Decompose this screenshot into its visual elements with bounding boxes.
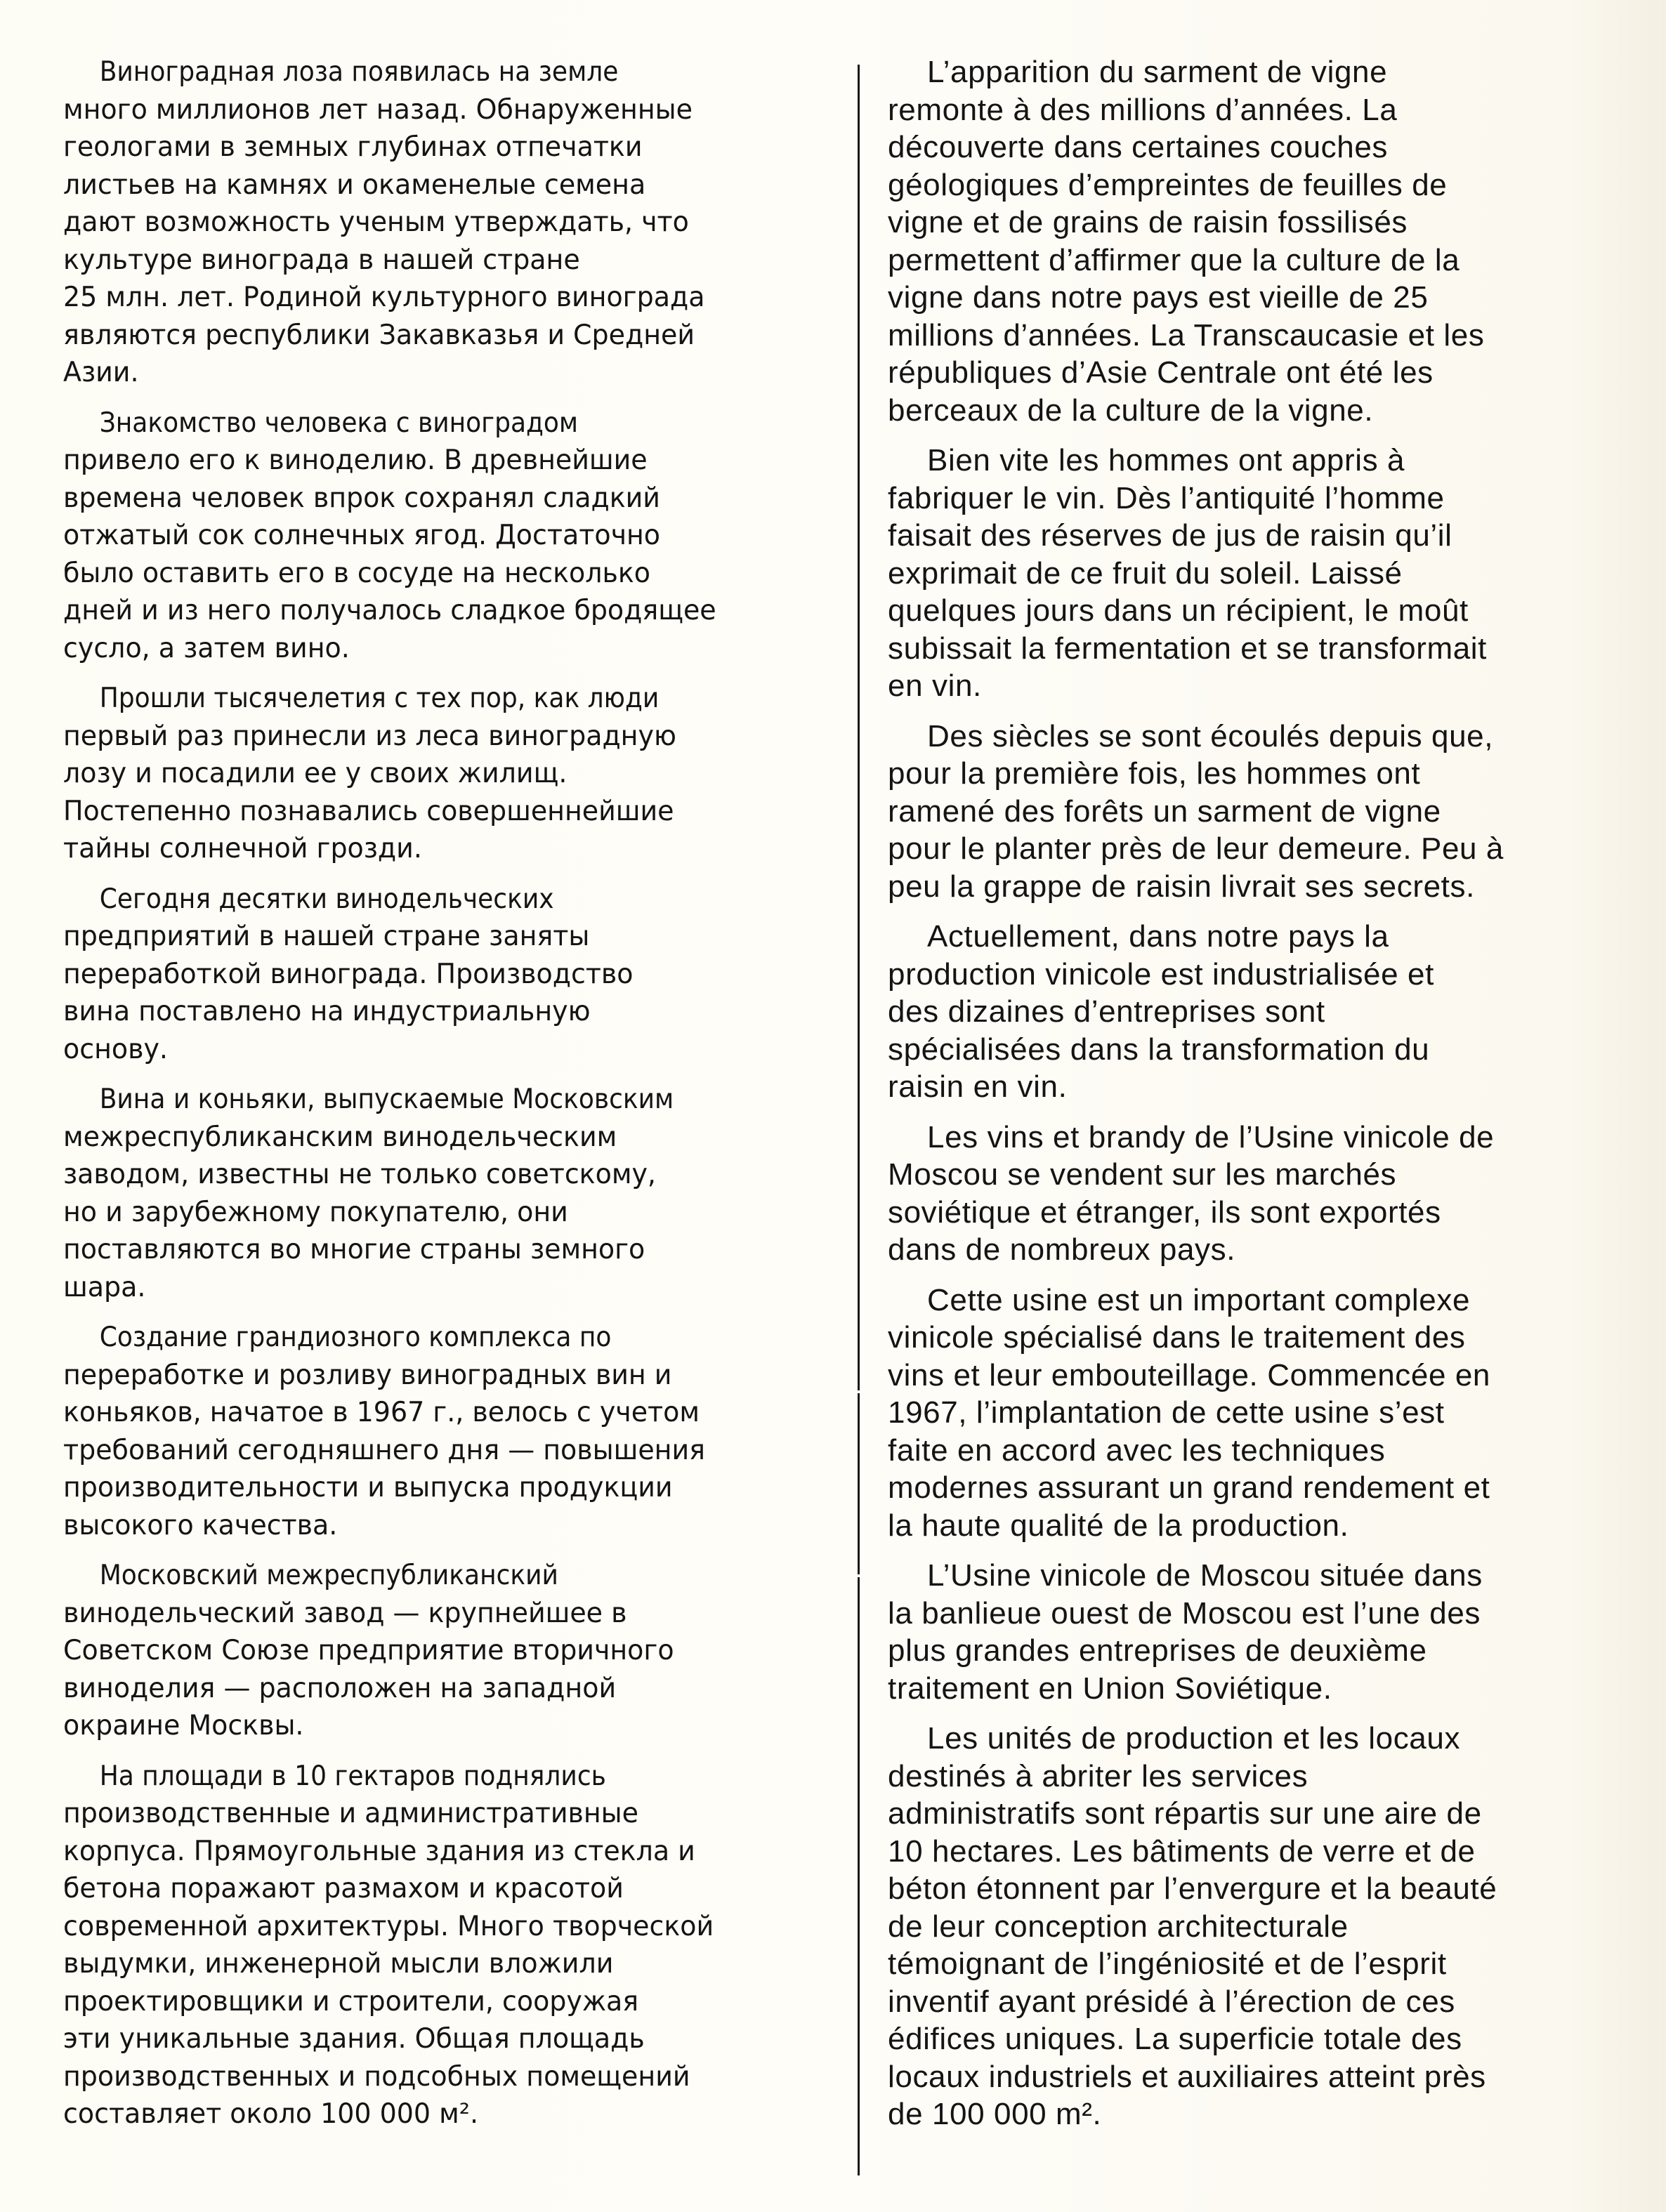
russian-paragraph: [63, 1319, 843, 1544]
text-line: républiques d’Asie Centrale ont été les: [888, 355, 1434, 390]
text-line: высокого качества.: [63, 1509, 338, 1541]
text-line: Прошли тысячелетия с тех пор, как люди: [99, 683, 660, 714]
text-line: millions d’années. La Transcaucasie et les: [888, 317, 1485, 353]
french-paragraph: [888, 918, 1653, 1106]
text-line: locaux industriels et auxiliaires atteint près: [888, 2059, 1486, 2094]
text-line: quelques jours dans un récipient, le moût: [888, 593, 1469, 628]
text-line: de leur conception architecturale: [888, 1909, 1349, 1944]
french-paragraph: [888, 442, 1653, 705]
text-line: шара.: [63, 1271, 146, 1303]
text-line: листьев на камнях и окаменелые семена: [63, 169, 646, 201]
text-line: découverte dans certaines couches: [888, 130, 1389, 164]
text-line: 10 hectares. Les bâtiments de verre et de: [888, 1834, 1476, 1869]
text-line: pour la première fois, les hommes ont: [888, 756, 1421, 791]
text-line: Moscou se vendent sur les marchés: [888, 1157, 1397, 1192]
text-line: plus grandes entreprises de deuxième: [888, 1633, 1427, 1668]
french-paragraph: [888, 718, 1653, 906]
text-line: лозу и посадили ее у своих жилищ.: [63, 758, 568, 789]
text-line: ramené des forêts un sarment de vigne: [888, 794, 1441, 829]
text-line: exprimait de ce fruit du soleil. Laissé: [888, 555, 1403, 591]
text-line: soviétique et étranger, ils sont exportés: [888, 1194, 1441, 1230]
text-line: производительности и выпуска продукции: [63, 1472, 673, 1503]
text-line: production vinicole est industrialisée et: [888, 956, 1434, 992]
text-line: геологами в земных глубинах отпечатки: [63, 131, 643, 163]
text-line: Знакомство человека с виноградом: [99, 407, 579, 439]
text-line: la haute qualité de la production.: [888, 1508, 1349, 1543]
text-line: Bien vite les hommes ont appris à: [927, 443, 1405, 478]
text-line: Московский межреспубликанский: [99, 1560, 558, 1591]
french-paragraph: [888, 1720, 1653, 2133]
text-line: производственные и административные: [63, 1798, 638, 1829]
text-line: корпуса. Прямоугольные здания из стекла и: [63, 1835, 695, 1867]
text-line: требований сегодняшнего дня — повышения: [63, 1434, 705, 1466]
text-line: Cette usine est un important complexe: [927, 1282, 1471, 1317]
text-line: Сегодня десятки винодельческих: [99, 883, 554, 915]
text-line: много миллионов лет назад. Обнаруженные: [63, 93, 693, 126]
text-line: raisin en vin.: [888, 1069, 1068, 1104]
text-line: тайны солнечной грозди.: [63, 833, 422, 864]
text-line: vins et leur embouteillage. Commencée en: [888, 1357, 1491, 1393]
text-line: géologiques d’empreintes de feuilles de: [888, 167, 1448, 202]
russian-paragraph: [63, 404, 843, 668]
text-line: vinicole spécialisé dans le traitement des: [888, 1320, 1466, 1355]
text-line: Des siècles se sont écoulés depuis que,: [927, 718, 1494, 753]
text-line: современной архитектуры. Много творческой: [63, 1910, 714, 1942]
text-line: являются республики Закавказья и Средней: [63, 319, 695, 351]
text-line: коньяков, начатое в 1967 г., велось с учетом: [63, 1397, 700, 1428]
text-line: peu la grappe de raisin livrait ses secrets.: [888, 869, 1475, 904]
text-line: remonte à des millions d’années. La: [888, 92, 1398, 127]
text-line: L’Usine vinicole de Moscou située dans: [927, 1558, 1483, 1593]
text-line: поставляются во многие страны земного: [63, 1234, 645, 1265]
text-line: эти уникальные здания. Общая площадь: [63, 2023, 645, 2055]
text-line: первый раз принесли из леса виноградную: [63, 720, 676, 752]
russian-column: [63, 53, 843, 2146]
text-line: но и зарубежному покупателю, они: [63, 1196, 568, 1228]
text-line: было оставить его в сосуде на несколько: [63, 557, 650, 589]
text-line: основу.: [63, 1033, 168, 1065]
text-line: permettent d’affirmer que la culture de la: [888, 242, 1460, 277]
text-line: béton étonnent par l’envergure et la beauté: [888, 1871, 1497, 1906]
text-line: предприятий в нашей стране заняты: [63, 921, 590, 952]
text-line: faisait des réserves de jus de raisin qu’il: [888, 518, 1452, 553]
french-paragraph: [888, 53, 1653, 429]
text-line: édifices uniques. La superficie totale des: [888, 2022, 1462, 2056]
text-line: виноделия — расположен на западной: [63, 1672, 617, 1704]
text-line: spécialisées dans la transformation du: [888, 1032, 1430, 1067]
text-line: Les vins et brandy de l’Usine vinicole de: [927, 1119, 1495, 1154]
text-line: la banlieue ouest de Moscou est l’une des: [888, 1595, 1481, 1631]
text-line: привело его к виноделию. В древнейшие: [63, 445, 648, 476]
russian-paragraph: [63, 1081, 843, 1306]
text-line: межреспубликанским винодельческим: [63, 1121, 617, 1153]
text-line: выдумки, инженерной мысли вложили: [63, 1948, 614, 1980]
french-paragraph: [888, 1282, 1653, 1545]
text-line: destinés à abriter les services: [888, 1758, 1308, 1793]
text-line: отжатый сок солнечных ягод. Достаточно: [63, 520, 661, 551]
text-line: traitement en Union Soviétique.: [888, 1671, 1332, 1706]
french-paragraph: [888, 1557, 1653, 1707]
text-line: Постепенно познавались совершеннейшие: [63, 795, 674, 827]
text-line: винодельческий завод — крупнейшее в: [63, 1597, 627, 1629]
text-line: вина поставлено на индустриальную: [63, 996, 591, 1027]
text-line: de 100 000 m².: [888, 2097, 1102, 2131]
divider-gap: [856, 1574, 861, 1577]
text-line: заводом, известны не только советскому,: [63, 1159, 656, 1190]
text-line: дней и из него получалось сладкое бродящее: [63, 595, 716, 626]
text-line: L’apparition du sarment de vigne: [927, 55, 1388, 89]
text-line: des dizaines d’entreprises sont: [888, 994, 1325, 1029]
text-line: Вина и коньяки, выпускаемые Московским: [99, 1084, 674, 1115]
text-line: производственных и подсобных помещений: [63, 2060, 690, 2093]
text-line: 25 млн. лет. Родиной культурного винограда: [63, 282, 705, 313]
russian-paragraph: [63, 680, 843, 868]
divider-gap: [856, 1390, 861, 1393]
russian-paragraph: [63, 53, 843, 392]
text-line: 1967, l’implantation de cette usine s’est: [888, 1395, 1445, 1430]
text-line: berceaux de la culture de la vigne.: [888, 393, 1374, 428]
text-line: modernes assurant un grand rendement et: [888, 1470, 1490, 1505]
text-line: культуре винограда в нашей стране: [63, 244, 580, 276]
text-line: vigne dans notre pays est vieille de 25: [888, 280, 1429, 315]
text-line: На площади в 10 гектаров поднялись: [99, 1760, 606, 1792]
russian-paragraph: [63, 1557, 843, 1745]
text-line: Les unités de production et les locaux: [927, 1721, 1461, 1756]
russian-paragraph: [63, 1758, 843, 2133]
text-line: Actuellement, dans notre pays la: [927, 919, 1389, 954]
text-line: составляет около 100 000 м².: [63, 2098, 479, 2130]
text-line: переработкой винограда. Производство: [63, 958, 634, 990]
text-line: fabriquer le vin. Dès l’antiquité l’homme: [888, 480, 1445, 515]
text-line: inventif ayant présidé à l’érection de ces: [888, 1984, 1455, 2019]
text-line: дают возможность ученым утверждать, что: [63, 206, 689, 238]
text-line: témoignant de l’ingéniosité et de l’esprit: [888, 1947, 1447, 1981]
text-line: subissait la fermentation et se transformait: [888, 631, 1487, 666]
text-line: бетона поражают размахом и красотой: [63, 1873, 624, 1904]
text-line: окраине Москвы.: [63, 1710, 304, 1742]
french-column: [888, 53, 1653, 2146]
text-line: проектировщики и строители, сооружая: [63, 1985, 639, 2017]
text-line: administratifs sont répartis sur une aire de: [888, 1796, 1482, 1831]
text-line: pour le planter près de leur demeure. Peu à: [888, 831, 1504, 866]
text-line: Азии.: [63, 357, 139, 388]
text-line: Создание грандиозного комплекса по: [99, 1322, 612, 1353]
text-line: сусло, а затем вино.: [63, 632, 350, 664]
text-line: dans de nombreux pays.: [888, 1232, 1236, 1267]
text-line: faite en accord avec les techniques: [888, 1433, 1386, 1468]
french-paragraph: [888, 1119, 1653, 1269]
text-line: времена человек впрок сохранял сладкий: [63, 482, 660, 514]
text-line: vigne et de grains de raisin fossilisés: [888, 205, 1408, 239]
text-line: Виноградная лоза появилась на земле: [99, 56, 619, 88]
text-line: переработке и розливу виноградных вин и: [63, 1359, 672, 1391]
text-line: Советском Союзе предприятие вторичного: [63, 1635, 674, 1666]
column-divider: [858, 65, 860, 2175]
russian-paragraph: [63, 881, 843, 1069]
text-line: en vin.: [888, 669, 982, 703]
